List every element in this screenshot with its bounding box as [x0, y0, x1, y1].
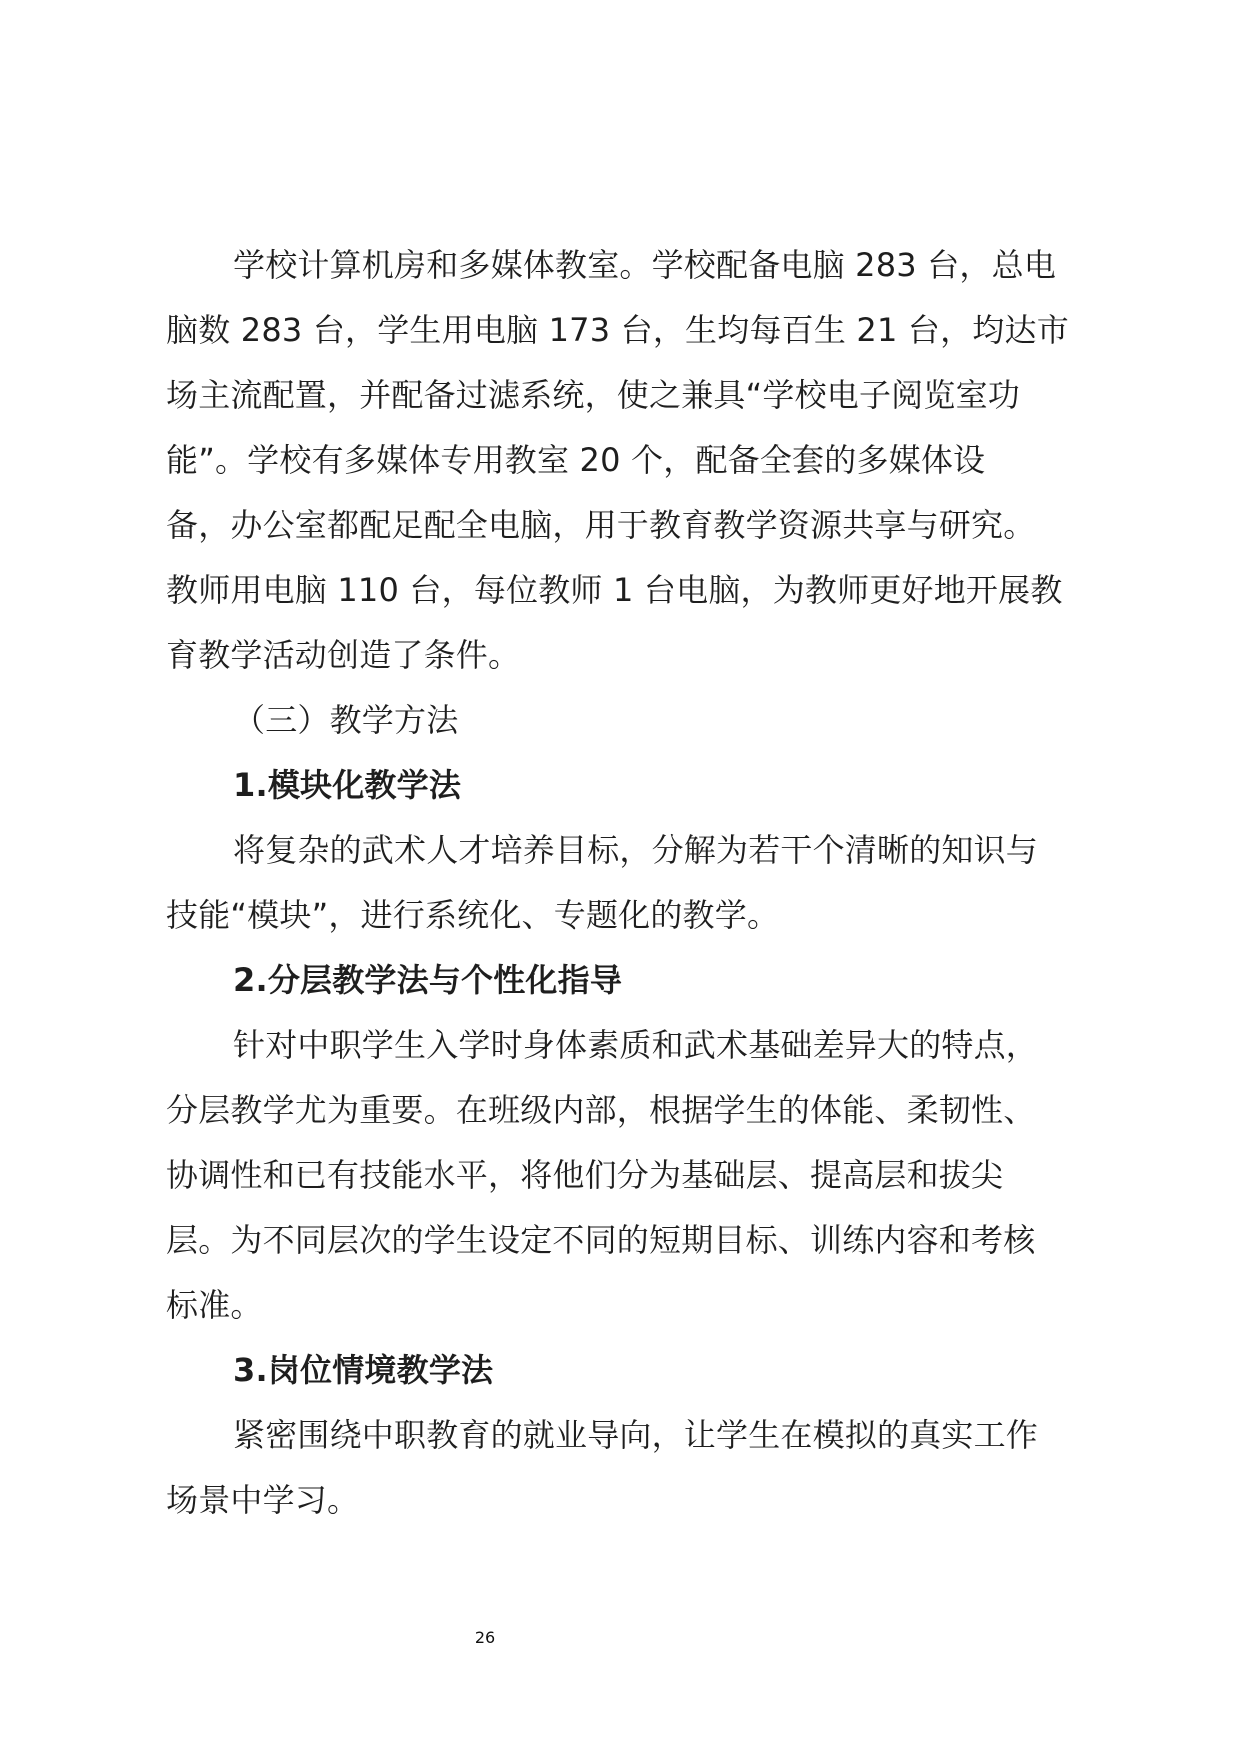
paragraph-line: 脑数 283 台，学生用电脑 173 台，生均每百生 21 台，均达市	[166, 311, 1069, 349]
paragraph-line: 能”。学校有多媒体专用教室 20 个，配备全套的多媒体设	[166, 441, 986, 479]
paragraph-line: 学校计算机房和多媒体教室。学校配备电脑 283 台，总电	[233, 246, 1057, 284]
section-heading: （三）教学方法	[233, 701, 459, 739]
paragraph-line: 备，办公室都配足配全电脑，用于教育教学资源共享与研究。	[166, 506, 1036, 544]
body-text	[166, 233, 1088, 1533]
paragraph-line: 标准。	[166, 1286, 263, 1324]
paragraph-line: 协调性和已有技能水平，将他们分为基础层、提高层和拔尖	[166, 1156, 1004, 1194]
paragraph-line: 分层教学尤为重要。在班级内部，根据学生的体能、柔韧性、	[166, 1091, 1036, 1129]
paragraph-line: 技能“模块”，进行系统化、专题化的教学。	[166, 896, 780, 934]
subsection-heading-2: 2.分层教学法与个性化指导	[233, 961, 623, 999]
paragraph-line: 教师用电脑 110 台，每位教师 1 台电脑，为教师更好地开展教	[166, 571, 1063, 609]
subsection-heading-1: 1.模块化教学法	[233, 766, 462, 804]
paragraph-line: 场景中学习。	[166, 1481, 360, 1519]
paragraph-line: 场主流配置，并配备过滤系统，使之兼具“学校电子阅览室功	[166, 376, 1020, 414]
paragraph-line: 紧密围绕中职教育的就业导向，让学生在模拟的真实工作	[233, 1416, 1039, 1454]
subsection-heading-3: 3.岗位情境教学法	[233, 1351, 494, 1389]
paragraph-line: 育教学活动创造了条件。	[166, 636, 521, 674]
page-number: 26	[474, 1628, 496, 1647]
paragraph-line: 将复杂的武术人才培养目标，分解为若干个清晰的知识与	[233, 831, 1039, 869]
paragraph-line: 针对中职学生入学时身体素质和武术基础差异大的特点，	[233, 1026, 1039, 1064]
paragraph-line: 层。为不同层次的学生设定不同的短期目标、训练内容和考核	[166, 1221, 1036, 1259]
